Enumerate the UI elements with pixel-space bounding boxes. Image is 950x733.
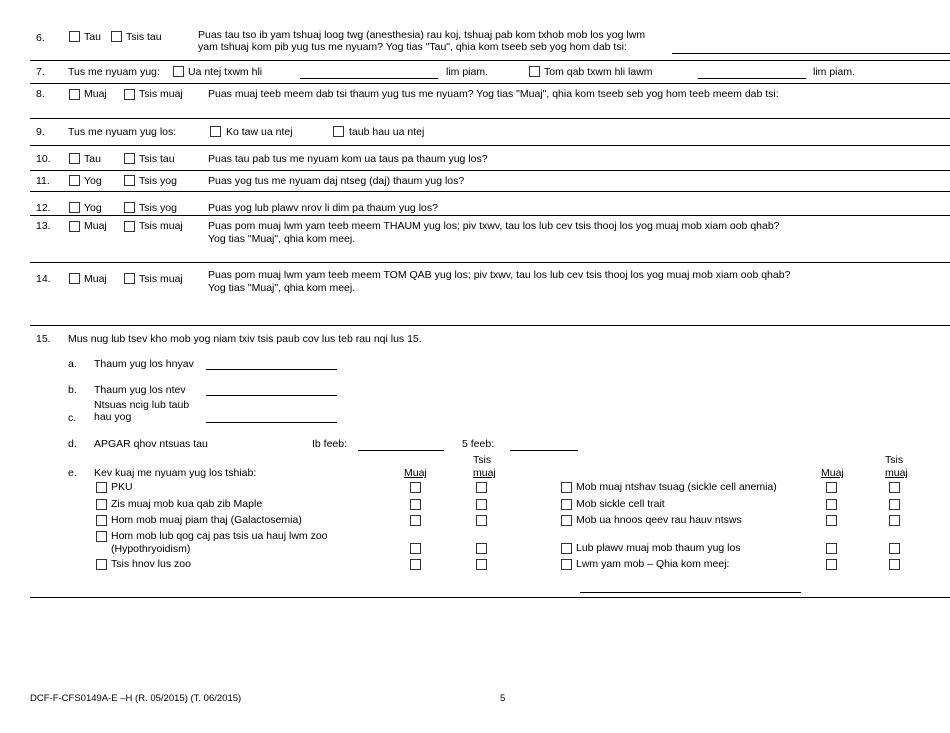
maple-muaj-checkbox[interactable]	[410, 499, 421, 510]
q12-number: 12.	[36, 202, 51, 214]
screening-checkbox-galactosemia[interactable]	[96, 515, 107, 526]
screening-checkbox-pku[interactable]	[96, 482, 107, 493]
screening-checkbox-maple[interactable]	[96, 499, 107, 510]
q13-number: 13.	[36, 220, 51, 232]
q13-checkbox-muaj[interactable]	[69, 221, 80, 232]
screening-label-cystic: Mob ua hnoos qeev rau hauv ntsws	[576, 514, 742, 526]
screening-label-hearing: Tsis hnov lus zoo	[111, 558, 191, 570]
q11-checkbox-tsis-yog[interactable]	[124, 175, 135, 186]
q15d-five-minute-label: 5 feeb:	[462, 438, 495, 450]
other-muaj-checkbox[interactable]	[826, 559, 837, 570]
q15e-letter: e.	[68, 467, 77, 479]
screening-label-galactosemia: Hom mob muaj piam thaj (Galactosemia)	[111, 514, 302, 526]
screening-checkbox-hypothyroidism[interactable]	[96, 531, 107, 542]
q10-number: 10.	[36, 153, 51, 165]
q10-checkbox-tau[interactable]	[69, 153, 80, 164]
divider	[30, 145, 950, 146]
q15c-label-line1: Ntsuas ncig lub taub	[94, 399, 190, 411]
q6-label-tau: Tau	[84, 31, 101, 43]
sickle-trait-muaj-checkbox[interactable]	[826, 499, 837, 510]
q15b-label: Thaum yug los ntev	[94, 384, 186, 396]
q10-label-tau: Tau	[84, 153, 101, 165]
screening-label-heart: Lub plawv muaj mob thaum yug los	[576, 542, 741, 554]
maple-tsis-muaj-checkbox[interactable]	[476, 499, 487, 510]
q7-label-late: Tom qab txwm hli lawm	[544, 66, 653, 78]
divider	[30, 170, 950, 171]
q11-number: 11.	[36, 175, 50, 187]
q15-number: 15.	[36, 333, 51, 345]
q6-question-line2: yam tshuaj kom pib yug tus me nyuam? Yog tias "Tau", qhia kom tseeb seb yog hom dab tsi:	[198, 41, 627, 53]
form-number: DCF-F-CFS0149A-E –H (R. 05/2015) (T. 06/2015)	[30, 693, 242, 704]
q7-unit-2: lim piam.	[813, 66, 856, 78]
q8-label-muaj: Muaj	[84, 88, 107, 100]
heart-muaj-checkbox[interactable]	[826, 543, 837, 554]
q11-label-tsis-yog: Tsis yog	[139, 175, 177, 187]
divider	[30, 83, 950, 84]
q8-label-tsis-muaj: Tsis muaj	[139, 88, 183, 100]
screening-label-hypothyroidism-line2: (Hypothryoidism)	[111, 543, 191, 555]
pku-tsis-muaj-checkbox[interactable]	[476, 482, 487, 493]
cystic-muaj-checkbox[interactable]	[826, 515, 837, 526]
pku-muaj-checkbox[interactable]	[410, 482, 421, 493]
q9-label: Tus me nyuam yug los:	[68, 126, 177, 138]
q15a-weight-line[interactable]	[206, 369, 337, 370]
q6-checkbox-tsis-tau[interactable]	[111, 31, 122, 42]
divider	[30, 60, 950, 61]
q15c-head-line[interactable]	[206, 422, 337, 423]
q15c-label-line2: hau yog	[94, 411, 132, 423]
divider	[30, 118, 950, 119]
hypothyroidism-tsis-muaj-checkbox[interactable]	[476, 543, 487, 554]
col-muaj-header: Muaj	[404, 467, 427, 479]
q7-label-early: Ua ntej txwm hli	[188, 66, 263, 78]
q7-checkbox-early[interactable]	[173, 66, 184, 77]
screening-checkbox-sickle-anemia[interactable]	[561, 482, 572, 493]
q14-question-line1: Puas pom muaj lwm yam teeb meem TOM QAB yug los; piv txwv, tau los lub cev tsis thooj los yog muaj mob xiam oob qhab?	[208, 269, 791, 281]
q13-question-line1: Puas pom muaj lwm yam teeb meem THAUM yug los; piv txwv, tau los lub cev tsis thooj los yog muaj mob xiam oob qhab?	[208, 220, 780, 232]
hearing-muaj-checkbox[interactable]	[410, 559, 421, 570]
q15d-letter: d.	[68, 438, 77, 450]
q14-checkbox-muaj[interactable]	[69, 273, 80, 284]
cystic-tsis-muaj-checkbox[interactable]	[889, 515, 900, 526]
q15d-one-minute-line[interactable]	[358, 450, 444, 451]
galactosemia-muaj-checkbox[interactable]	[410, 515, 421, 526]
divider	[30, 325, 950, 326]
screening-label-sickle-trait: Mob sickle cell trait	[576, 498, 665, 510]
q11-question: Puas yog tus me nyuam daj ntseg (daj) thaum yug los?	[208, 175, 465, 187]
other-specify-line[interactable]	[580, 592, 801, 593]
q11-checkbox-yog[interactable]	[69, 175, 80, 186]
q14-label-muaj: Muaj	[84, 273, 107, 285]
q10-label-tsis-tau: Tsis tau	[139, 153, 175, 165]
screening-label-maple: Zis muaj mob kua qab zib Maple	[111, 498, 263, 510]
screening-checkbox-hearing[interactable]	[96, 559, 107, 570]
q14-number: 14.	[36, 273, 51, 285]
q13-question-line2: Yog tias "Muaj", qhia kom meej.	[208, 233, 356, 245]
q15e-label: Kev kuaj me nyuam yug los tshiab:	[94, 467, 257, 479]
q9-checkbox-feet-first[interactable]	[210, 126, 221, 137]
q11-label-yog: Yog	[84, 175, 102, 187]
q9-label-feet-first: Ko taw ua ntej	[226, 126, 293, 138]
q15d-label: APGAR qhov ntsuas tau	[94, 438, 208, 450]
heart-tsis-muaj-checkbox[interactable]	[889, 543, 900, 554]
q13-label-tsis-muaj: Tsis muaj	[139, 220, 183, 232]
sickle-anemia-tsis-muaj-checkbox[interactable]	[889, 482, 900, 493]
q15b-letter: b.	[68, 384, 77, 396]
q12-question: Puas yog lub plawv nrov li dim pa thaum yug los?	[208, 202, 438, 214]
q12-checkbox-yog[interactable]	[69, 202, 80, 213]
screening-label-hypothyroidism: Hom mob lub qog caj pas tsis ua hauj lwm zoo	[111, 530, 328, 542]
q7-number: 7.	[36, 66, 45, 78]
q15b-length-line[interactable]	[206, 395, 337, 396]
q10-question: Puas tau pab tus me nyuam kom ua taus pa thaum yug los?	[208, 153, 488, 165]
divider	[30, 191, 950, 192]
q12-label-yog: Yog	[84, 202, 102, 214]
q8-question: Puas muaj teeb meem dab tsi thaum yug tus me nyuam? Yog tias "Muaj", qhia kom tseeb seb yog hom teeb meem dab tsi:	[208, 88, 779, 100]
hearing-tsis-muaj-checkbox[interactable]	[476, 559, 487, 570]
col-tsis-header-right-1: Tsis	[885, 454, 904, 466]
screening-checkbox-other[interactable]	[561, 559, 572, 570]
divider	[30, 262, 950, 263]
q12-label-tsis-yog: Tsis yog	[139, 202, 177, 214]
q15-instruction: Mus nug lub tsev kho mob yog niam txiv tsis paub cov lus teb rau nqi lus 15.	[68, 333, 422, 345]
col-tsis-header-1: Tsis	[473, 454, 492, 466]
page-number: 5	[500, 693, 506, 704]
q13-label-muaj: Muaj	[84, 220, 107, 232]
q6-answer-line[interactable]	[672, 53, 950, 54]
q8-checkbox-muaj[interactable]	[69, 89, 80, 100]
q6-label-tsis-tau: Tsis tau	[126, 31, 162, 43]
screening-checkbox-cystic[interactable]	[561, 515, 572, 526]
other-tsis-muaj-checkbox[interactable]	[889, 559, 900, 570]
q9-number: 9.	[36, 126, 45, 138]
sickle-anemia-muaj-checkbox[interactable]	[826, 482, 837, 493]
col-tsis-header-right-2: muaj	[885, 467, 908, 479]
col-muaj-header-right: Muaj	[821, 467, 844, 479]
q13-checkbox-tsis-muaj[interactable]	[124, 221, 135, 232]
q7-late-weeks-line[interactable]	[698, 78, 806, 79]
screening-label-sickle-anemia: Mob muaj ntshav tsuag (sickle cell anemia)	[576, 481, 777, 493]
screening-checkbox-sickle-trait[interactable]	[561, 499, 572, 510]
q8-checkbox-tsis-muaj[interactable]	[124, 89, 135, 100]
q8-number: 8.	[36, 88, 45, 100]
q12-checkbox-tsis-yog[interactable]	[124, 202, 135, 213]
divider	[30, 215, 950, 216]
sickle-trait-tsis-muaj-checkbox[interactable]	[889, 499, 900, 510]
q7-unit-1: lim piam.	[446, 66, 489, 78]
screening-label-pku: PKU	[111, 481, 133, 493]
screening-label-other: Lwm yam mob – Qhia kom meej:	[576, 558, 730, 570]
q7-checkbox-late[interactable]	[529, 66, 540, 77]
q15c-letter: c.	[68, 412, 77, 424]
q7-label: Tus me nyuam yug:	[68, 66, 160, 78]
q14-question-line2: Yog tias "Muaj", qhia kom meej.	[208, 282, 356, 294]
q15a-letter: a.	[68, 358, 77, 370]
divider	[30, 597, 950, 598]
q7-early-weeks-line[interactable]	[300, 78, 438, 79]
q14-checkbox-tsis-muaj[interactable]	[124, 273, 135, 284]
galactosemia-tsis-muaj-checkbox[interactable]	[476, 515, 487, 526]
q6-question-line1: Puas tau tso ib yam tshuaj loog twg (anesthesia) rau koj, tshuaj pab kom txhob mob los yog lwm	[198, 29, 646, 41]
hypothyroidism-muaj-checkbox[interactable]	[410, 543, 421, 554]
q15d-one-minute-label: Ib feeb:	[312, 438, 348, 450]
q6-checkbox-tau[interactable]	[69, 31, 80, 42]
col-tsis-header-2: muaj	[473, 467, 496, 479]
q9-checkbox-head-first[interactable]	[333, 126, 344, 137]
q6-number: 6.	[36, 32, 45, 44]
q9-label-head-first: taub hau ua ntej	[349, 126, 425, 138]
q14-label-tsis-muaj: Tsis muaj	[139, 273, 183, 285]
q15a-label: Thaum yug los hnyav	[94, 358, 194, 370]
screening-checkbox-heart[interactable]	[561, 543, 572, 554]
q10-checkbox-tsis-tau[interactable]	[124, 153, 135, 164]
q15d-five-minute-line[interactable]	[510, 450, 578, 451]
